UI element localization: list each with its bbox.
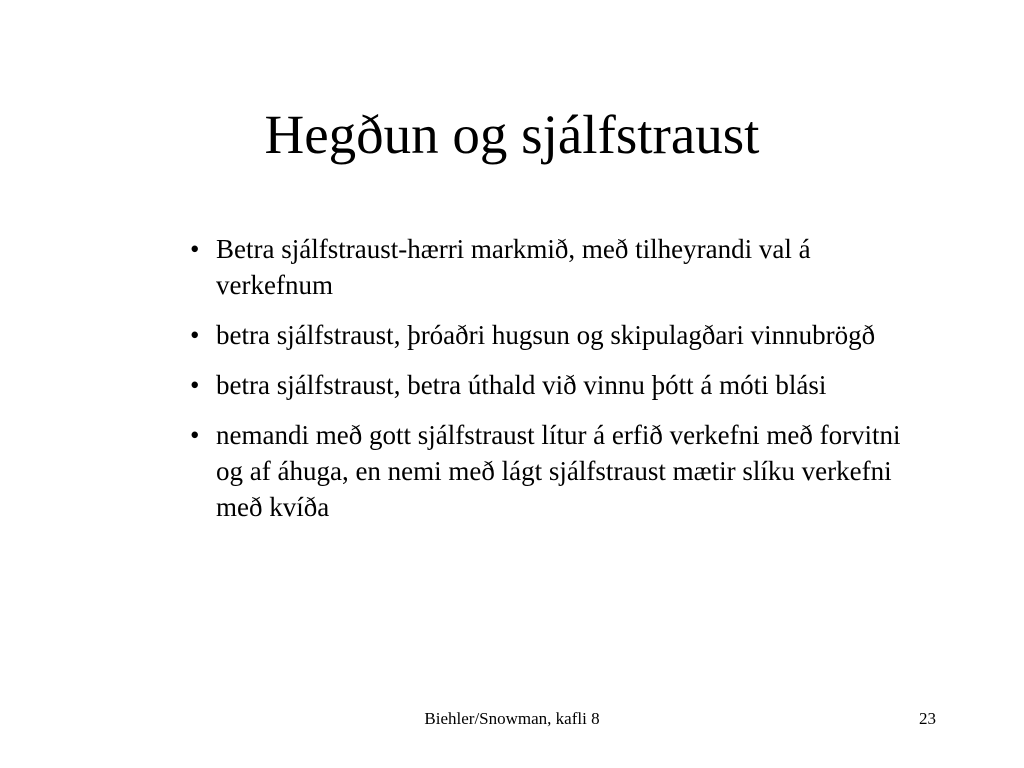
bullet-dot-icon: • xyxy=(190,320,200,350)
slide-title: Hegðun og sjálfstraust xyxy=(264,104,760,165)
bullet-item xyxy=(190,231,930,303)
bullet-dot-icon: • xyxy=(190,370,200,400)
bullet-text: nemandi með gott sjálfstraust lítur á erfið verkefni með forvitni og af áhuga, en nemi með lágt sjálfstraust mætir slíku verkefni með kvíða xyxy=(216,420,901,522)
page-number: 23 xyxy=(919,709,936,728)
bullet-text: betra sjálfstraust, betra úthald við vinnu þótt á móti blási xyxy=(216,370,827,400)
bullet-list xyxy=(190,231,930,539)
bullet-dot-icon: • xyxy=(190,420,200,450)
bullet-dot-icon: • xyxy=(190,234,200,264)
bullet-text: betra sjálfstraust, þróaðri hugsun og skipulagðari vinnubrögð xyxy=(216,320,876,350)
bullet-item xyxy=(190,367,930,403)
bullet-item xyxy=(190,317,930,353)
footer-source: Biehler/Snowman, kafli 8 xyxy=(424,709,600,728)
bullet-item xyxy=(190,417,930,525)
bullet-text: Betra sjálfstraust-hærri markmið, með tilheyrandi val á verkefnum xyxy=(216,234,811,300)
